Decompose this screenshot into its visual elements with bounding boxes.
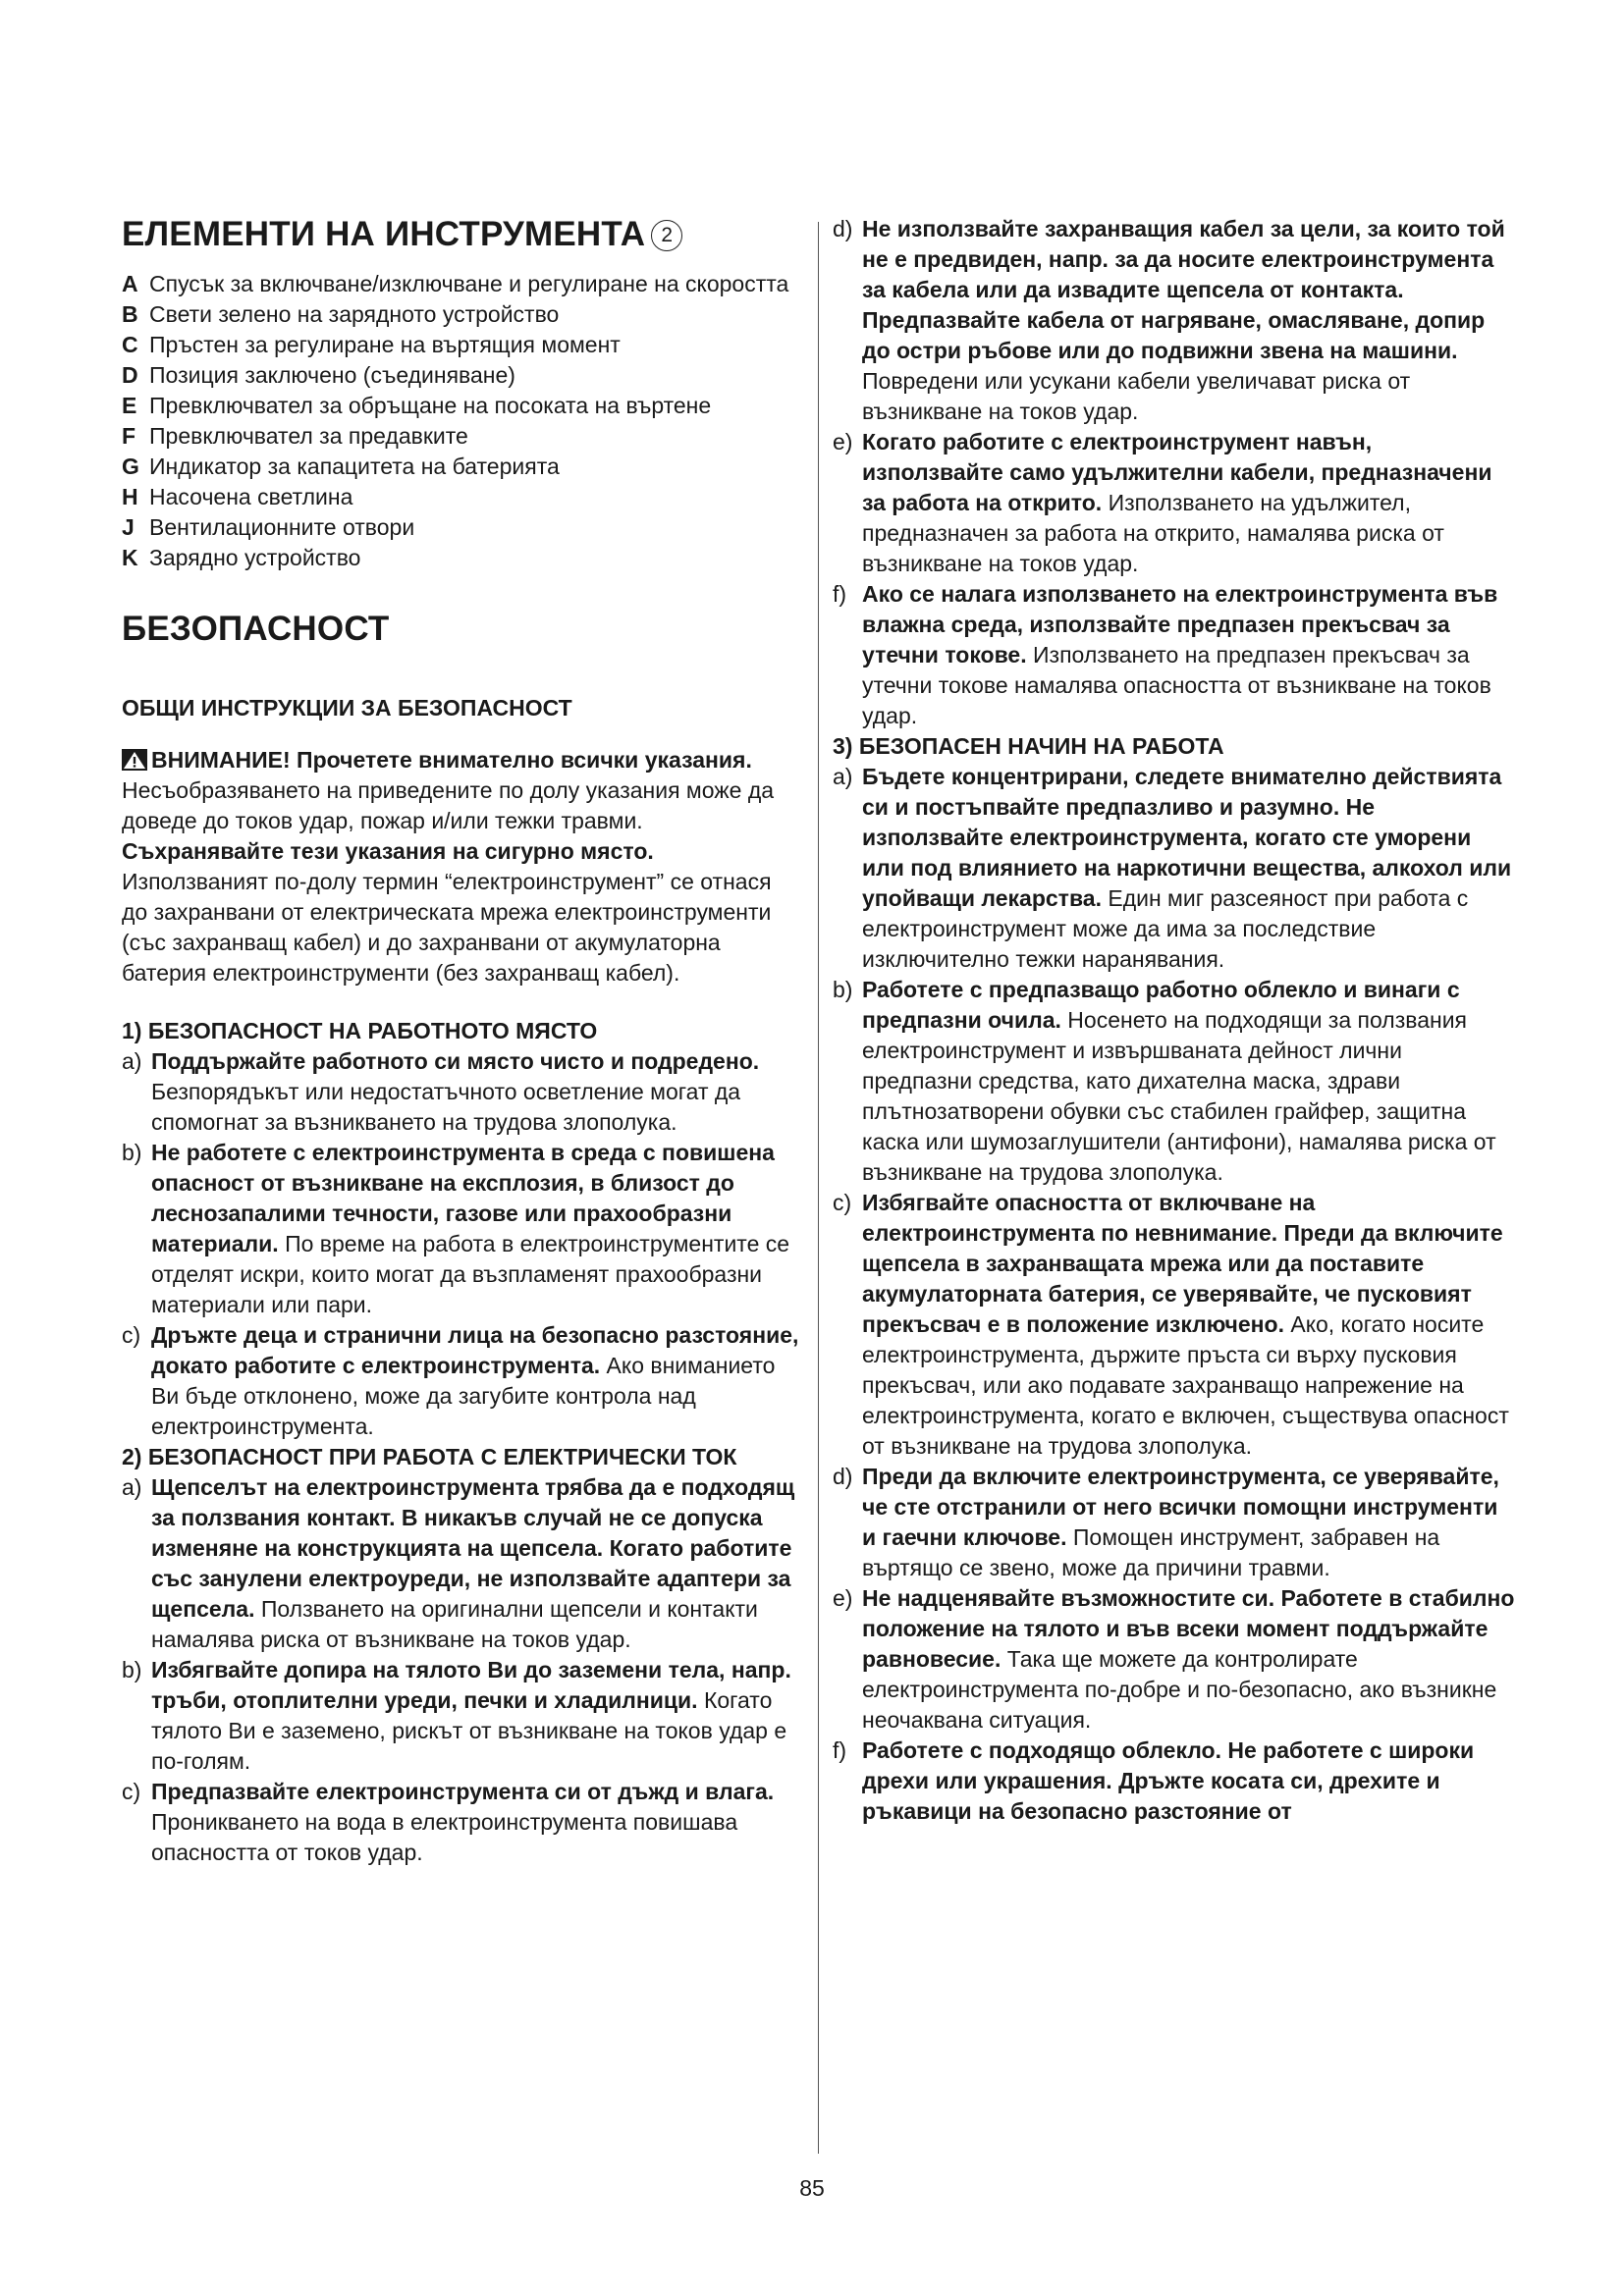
item-bold-text: Когато работите с електроинструмент навън, използвайте само удължителни кабели, предназначени за работа на открито. (862, 429, 1492, 515)
item-label: a) (833, 764, 853, 789)
item-text: Когато тялото Ви е заземено, рискът от възникване на токов удар е по-голям. (151, 1687, 787, 1774)
item-text: Един миг разсеяност при работа с електроинструмент може да има за последствие изключително тежки наранявания. (862, 885, 1469, 972)
part-description: Свети зелено на зарядното устройство (149, 301, 560, 327)
section-electrical-items-continued (833, 214, 1516, 731)
item-body (862, 579, 1516, 731)
item-text: Повредени или усукани кабели увеличават риска от възникване на токов удар. (862, 368, 1411, 424)
item-label: c) (122, 1322, 141, 1348)
part-letter: H (122, 484, 138, 509)
part-item (122, 421, 803, 452)
left-column (122, 214, 803, 1868)
item-bold-text: Избягвайте опасността от включване на електроинструмента по невнимание. Преди да включите щепсела в захранващата мрежа или да поставите акумулаторната батерия, се уверявайте, че пусковият прекъсвач е в положение изключено. (862, 1190, 1503, 1337)
right-column (833, 214, 1516, 1827)
item-text: Използването на удължител, предназначен за работа на открито, намалява риска от възникване на токов удар. (862, 490, 1444, 576)
section-workplace-items (122, 1046, 803, 1442)
part-item (122, 452, 803, 482)
warning-bold-keep: Съхранявайте тези указания на сигурно място. (122, 838, 654, 864)
part-description: Зарядно устройство (149, 545, 361, 570)
item-text: Носенето на подходящи за ползвания електроинструмент и извършваната дейност лични предпазни средства, като дихателна маска, здрави плътнозатворени обувки със стабилен грайфер, защитна каска или шумозаглушители (антифони), намалява риска от възникване на трудова злополука. (862, 1007, 1496, 1185)
tool-elements-heading: ЕЛЕМЕНТИ НА ИНСТРУМЕНТА 2 (122, 214, 803, 255)
safety-item (833, 975, 1516, 1188)
item-text: Ползването на оригинални щепсели и контакти намалява риска от възникване на токов удар. (151, 1596, 758, 1652)
part-item (122, 360, 803, 391)
item-bold-text: Щепселът на електроинструмента трябва да е подходящ за ползвания контакт. В никакъв случай не се допуска изменяне на конструкцията на щепсела. Когато работите със занулени електроуреди, не използвайте адаптери за щепсела. (151, 1474, 795, 1622)
part-letter: J (122, 514, 135, 540)
safety-item (833, 762, 1516, 975)
item-body (151, 1320, 803, 1442)
item-label: e) (833, 429, 853, 454)
section-electrical-items (122, 1472, 803, 1868)
item-body (151, 1655, 803, 1777)
item-bold-text: Дръжте деца и странични лица на безопасно разстояние, докато работите с електроинструмента. (151, 1322, 799, 1378)
figure-ref-badge: 2 (651, 220, 682, 251)
part-letter: C (122, 332, 138, 357)
part-letter: F (122, 423, 136, 449)
item-bold-text: Работете с предпазващо работно облекло и винаги с предпазни очила. (862, 977, 1460, 1033)
part-description: Спусък за включване/изключване и регулиране на скоростта (149, 271, 789, 296)
item-body (862, 1462, 1516, 1583)
safety-item (833, 579, 1516, 731)
page-number: 85 (799, 2175, 825, 2201)
part-item (122, 391, 803, 421)
item-text: Безпорядъкът или недостатъчното осветление могат да спомогнат за възникването на трудова злополука. (151, 1079, 741, 1135)
item-text: Проникването на вода в електроинструмента повишава опасността от токов удар. (151, 1809, 738, 1865)
part-letter: A (122, 271, 138, 296)
safety-item (122, 1320, 803, 1442)
part-letter: K (122, 545, 138, 570)
item-body (862, 1583, 1516, 1735)
item-body (151, 1046, 803, 1138)
item-bold-text: Избягвайте допира на тялото Ви до заземени тела, напр. тръби, отоплителни уреди, печки и хладилници. (151, 1657, 791, 1713)
parts-list (122, 269, 803, 573)
part-description: Позиция заключено (съединяване) (149, 362, 515, 388)
item-body (862, 214, 1516, 427)
safety-item (122, 1777, 803, 1868)
part-item (122, 269, 803, 299)
item-label: c) (833, 1190, 852, 1215)
item-body (862, 1735, 1516, 1827)
section-title-personal: 3) БЕЗОПАСЕН НАЧИН НА РАБОТА (833, 733, 1224, 759)
item-label: f) (833, 1737, 847, 1763)
part-description: Пръстен за регулиране на въртящия момент (149, 332, 621, 357)
item-label: b) (122, 1140, 142, 1165)
item-bold-text: Поддържайте работното си място чисто и подредено. (151, 1048, 760, 1074)
item-bold-text: Предпазвайте електроинструмента си от дъжд и влага. (151, 1779, 775, 1804)
part-item (122, 299, 803, 330)
part-description: Превключвател за предавките (149, 423, 468, 449)
safety-item (833, 214, 1516, 427)
part-letter: B (122, 301, 138, 327)
safety-item (833, 1735, 1516, 1827)
part-description: Вентилационните отвори (149, 514, 415, 540)
item-body (151, 1472, 803, 1655)
item-text: Помощен инструмент, забравен на въртящо се звено, може да причини травми. (862, 1524, 1440, 1580)
part-description: Превключвател за обръщане на посоката на въртене (149, 393, 712, 418)
part-item (122, 482, 803, 512)
item-label: b) (833, 977, 853, 1002)
item-label: e) (833, 1585, 853, 1611)
item-bold-text: Не надценявайте възможностите си. Работете в стабилно положение на тялото и във всеки момент поддържайте равновесие. (862, 1585, 1515, 1672)
item-body (151, 1138, 803, 1320)
safety-item (122, 1138, 803, 1320)
safety-item (833, 1462, 1516, 1583)
item-label: d) (833, 1464, 853, 1489)
part-description: Индикатор за капацитета на батерията (149, 454, 560, 479)
item-label: a) (122, 1474, 142, 1500)
item-bold-text: Ако се налага използването на електроинструмента във влажна среда, използвайте предпазен прекъсвач за утечни токове. (862, 581, 1498, 667)
general-safety-subheading: ОБЩИ ИНСТРУКЦИИ ЗА БЕЗОПАСНОСТ (122, 695, 572, 721)
item-body (862, 762, 1516, 975)
item-bold-text: Бъдете концентрирани, следете внимателно действията си и постъпвайте предпазливо и разумно. Не използвайте електроинструмента, когато сте уморени или под влиянието на наркотични вещества, алкохол или упойващи лекарства. (862, 764, 1512, 911)
item-label: f) (833, 581, 847, 607)
item-text: По време на работа в електроинструментите се отделят искри, които могат да възпламенят прахообразни материали или пари. (151, 1231, 790, 1317)
warning-bold-lead: ВНИМАНИЕ! Прочетете внимателно всички указания. (151, 747, 752, 773)
warning-paragraph (122, 745, 803, 988)
warning-text-1: Несъобразяването на приведените по долу указания може да доведе до токов удар, пожар и/или тежки травми. (122, 777, 775, 833)
safety-item (122, 1655, 803, 1777)
safety-item (122, 1046, 803, 1138)
safety-heading: БЕЗОПАСНОСТ (122, 610, 390, 648)
part-letter: G (122, 454, 139, 479)
item-label: b) (122, 1657, 142, 1682)
item-bold-text: Не работете с електроинструмента в среда с повишена опасност от възникване на експлозия, в близост до леснозапалими течности, газове или прахообразни материали. (151, 1140, 775, 1256)
item-body (862, 427, 1516, 579)
part-item (122, 330, 803, 360)
item-bold-text: Преди да включите електроинструмента, се уверявайте, че сте отстранили от него всички помощни инструменти и гаечни ключове. (862, 1464, 1499, 1550)
part-letter: D (122, 362, 138, 388)
item-body (151, 1777, 803, 1868)
item-body (862, 1188, 1516, 1462)
item-body (862, 975, 1516, 1188)
section-personal-items (833, 762, 1516, 1827)
section-title-workplace: 1) БЕЗОПАСНОСТ НА РАБОТНОТО МЯСТО (122, 1018, 598, 1043)
item-label: c) (122, 1779, 141, 1804)
item-label: a) (122, 1048, 142, 1074)
part-item (122, 543, 803, 573)
item-bold-text: Не използвайте захранващия кабел за цели, за които той не е предвиден, напр. за да носите електроинструмента за кабела или да извадите щепсела от контакта. Предпазвайте кабела от нагряване, омасляване, допир до остри ръбове или до подвижни звена на машини. (862, 216, 1505, 363)
item-text: Така ще можете да контролирате електроинструмента по-добре и по-безопасно, ако възникне неочаквана ситуация. (862, 1646, 1497, 1733)
part-description: Насочена светлина (149, 484, 353, 509)
safety-item (122, 1472, 803, 1655)
part-letter: E (122, 393, 137, 418)
section-title-electrical: 2) БЕЗОПАСНОСТ ПРИ РАБОТА С ЕЛЕКТРИЧЕСКИ ТОК (122, 1444, 737, 1469)
part-item (122, 512, 803, 543)
item-bold-text: Работете с подходящо облекло. Не работете с широки дрехи или украшения. Дръжте косата си, дрехите и ръкавици на безопасно разстояние от (862, 1737, 1475, 1824)
warning-text-2: Използваният по-долу термин “електроинструмент” се отнася до захранвани от електрическата мрежа електроинструменти (със захранващ кабел) и до захранвани от акумулаторна батерия електроинструменти (без захранващ кабел). (122, 869, 772, 986)
warning-triangle-icon (122, 749, 147, 771)
item-label: d) (833, 216, 853, 241)
column-divider (818, 222, 819, 2154)
item-text: Ако, когато носите електроинструмента, държите пръста си върху пусковия прекъсвач, или ако подавате захранващо напрежение на електроинструмента, когато е включен, съществува опасност от възникване на трудова злополука. (862, 1311, 1509, 1459)
safety-item (833, 1583, 1516, 1735)
item-text: Използването на предпазен прекъсвач за утечни токове намалява опасността от възникване на токов удар. (862, 642, 1491, 728)
item-text: Ако вниманието Ви бъде отклонено, може да загубите контрола над електроинструмента. (151, 1353, 776, 1439)
safety-item (833, 427, 1516, 579)
safety-item (833, 1188, 1516, 1462)
